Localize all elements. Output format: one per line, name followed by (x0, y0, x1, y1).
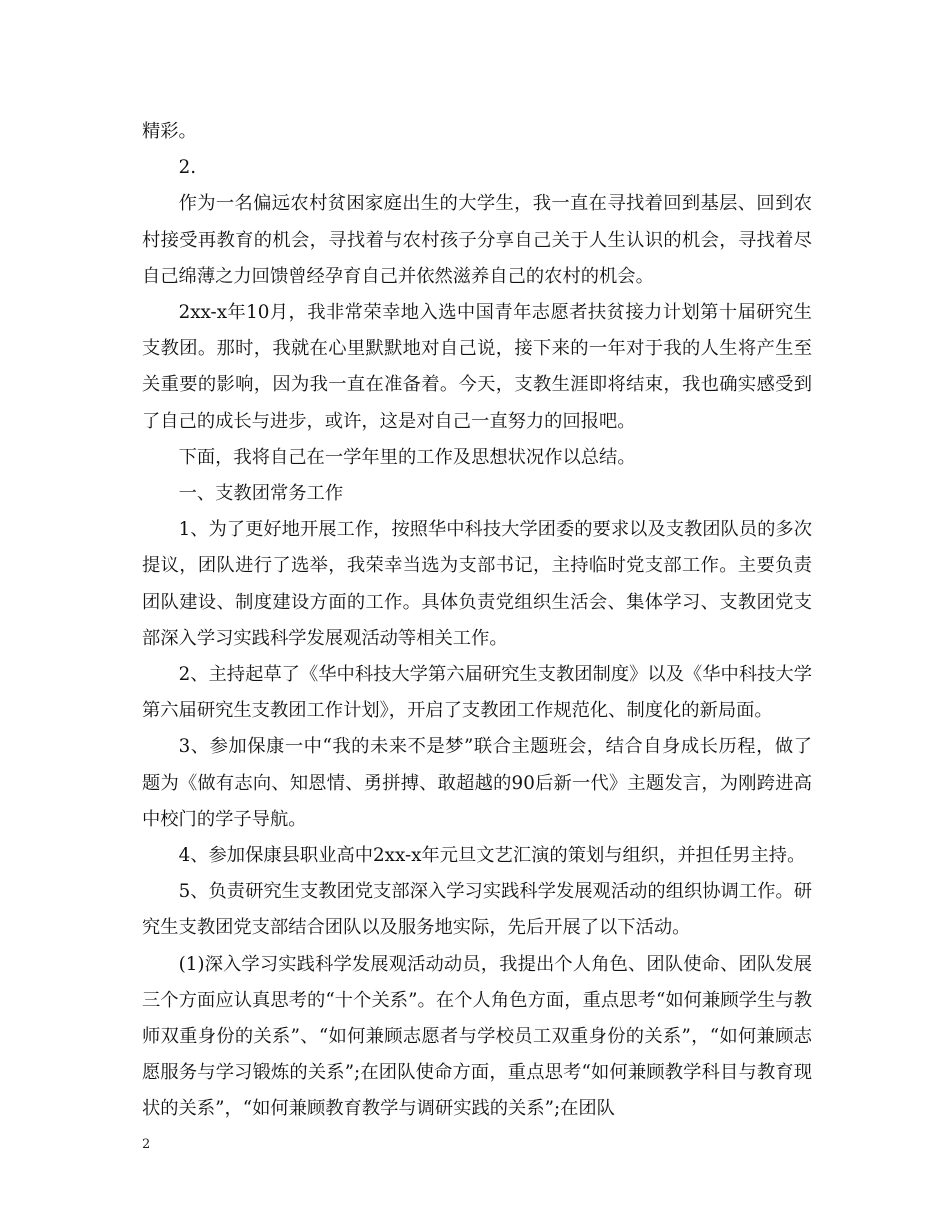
paragraph: 精彩。 (142, 121, 197, 142)
section-heading: 一、支教团常务工作 (178, 483, 344, 505)
page-number: 2 (142, 1137, 151, 1152)
paragraph: 3、参加保康一中“我的未来不是梦”联合主题班会，结合自身成长历程，做了题为《做有志向、知恩情、勇拼搏、敢超越的90后新一代》主题发言，为刚跨进高中校门的学子导航。 (142, 736, 812, 830)
paragraph: 2、主持起草了《华中科技大学第六届研究生支教团制度》以及《华中科技大学第六届研究生支教团工作计划》，开启了支教团工作规范化、制度化的新局面。 (142, 664, 812, 722)
paragraph: (1)深入学习实践科学发展观活动动员，我提出个人角色、团队使命、团队发展三个方面应认真思考的“十个关系”。在个人角色方面，重点思考“如何兼顾学生与教师双重身份的关系”、“如何兼顾志愿者与学校员工双重身份的关系”，“如何兼顾志愿服务与学习锻炼的关系”;在团队使命方面，重点思考“如何兼顾教学科目与教育现状的关系”，“如何兼顾教育教学与调研实践的关系”;在团队 (142, 953, 812, 1120)
document-body (142, 114, 812, 1128)
paragraph: 2xx-x年10月，我非常荣幸地入选中国青年志愿者扶贫接力计划第十届研究生支教团。那时，我就在心里默默地对自己说，接下来的一年对于我的人生将产生至关重要的影响，因为我一直在准备着。今天，支教生涯即将结束，我也确实感受到了自己的成长与进步，或许，这是对自己一直努力的回报吧。 (142, 302, 812, 432)
paragraph: 5、负责研究生支教团党支部深入学习实践科学发展观活动的组织协调工作。研究生支教团党支部结合团队以及服务地实际，先后开展了以下活动。 (142, 881, 812, 939)
paragraph: 下面，我将自己在一学年里的工作及思想状况作以总结。 (178, 446, 636, 468)
paragraph: 4、参加保康县职业高中2xx-x年元旦文艺汇演的策划与组织，并担任男主持。 (178, 845, 806, 867)
paragraph: 作为一名偏远农村贫困家庭出生的大学生，我一直在寻找着回到基层、回到农村接受再教育的机会，寻找着与农村孩子分享自己关于人生认识的机会，寻找着尽自己绵薄之力回馈曾经孕育自己并依然滋养自己的农村的机会。 (142, 193, 812, 287)
paragraph: 2. (178, 157, 197, 179)
paragraph: 1、为了更好地开展工作，按照华中科技大学团委的要求以及支教团队员的多次提议，团队进行了选举，我荣幸当选为支部书记，主持临时党支部工作。主要负责团队建设、制度建设方面的工作。具体负责党组织生活会、集体学习、支教团党支部深入学习实践科学发展观活动等相关工作。 (142, 519, 812, 649)
